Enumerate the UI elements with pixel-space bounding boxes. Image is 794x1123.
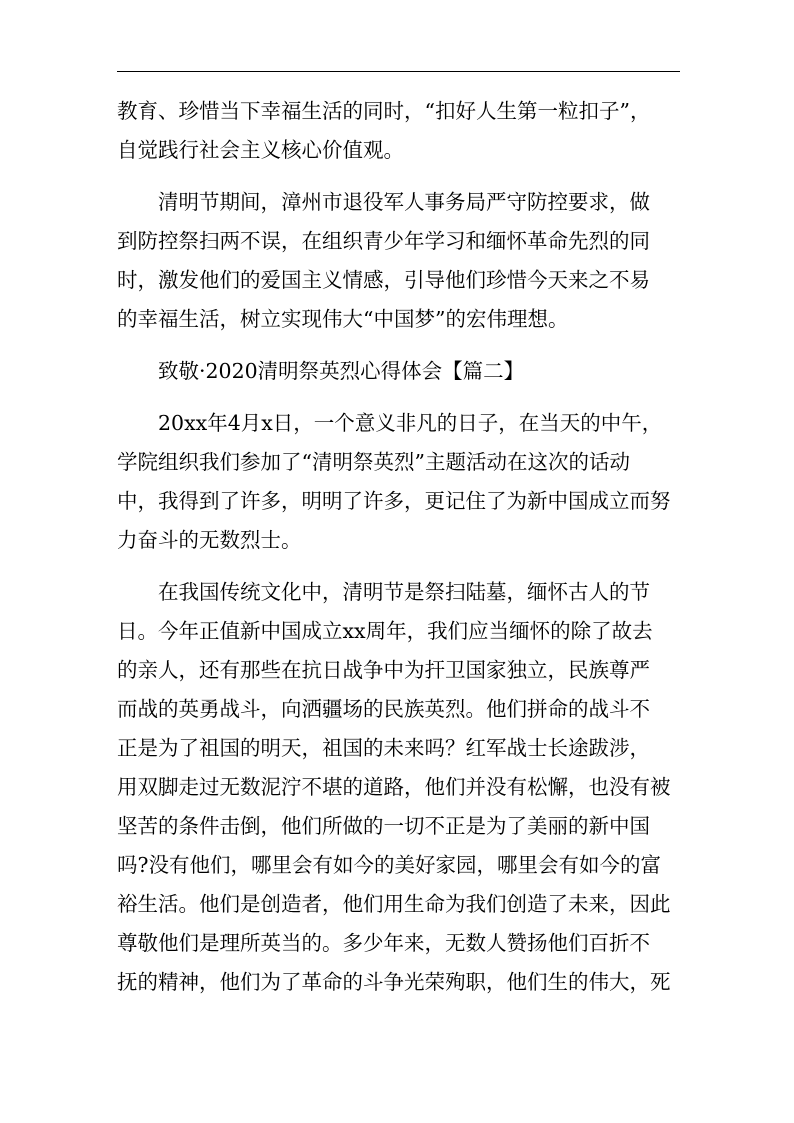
- text-line: 致敬·2020清明祭英烈心得体会【篇二】: [117, 359, 525, 383]
- text-line: 学院组织我们参加了“清明祭英烈”主题活动在这次的话动: [117, 450, 630, 474]
- header-rule: [117, 71, 680, 72]
- text-line: 清明节期间，漳州市退役军人事务局严守防控要求，做: [117, 190, 650, 214]
- paragraph: [117, 404, 680, 560]
- text-line: 到防控祭扫两不误，在组织青少年学习和缅怀革命先烈的同: [117, 229, 650, 253]
- paragraph: [117, 183, 680, 339]
- paragraph: [117, 92, 680, 170]
- text-line: 自觉践行社会主义核心价值观。: [117, 138, 404, 162]
- document-body: [117, 92, 680, 1002]
- paragraph: [117, 573, 680, 1002]
- text-line: 尊敬他们是理所英当的。多少年来，无数人赞扬他们百折不: [117, 931, 650, 955]
- text-line: 的亲人，还有那些在抗日战争中为扞卫国家独立，民族尊严: [117, 658, 650, 682]
- text-line: 用双脚走过无数泥泞不堪的道路，他们并没有松懈，也没有被: [117, 775, 671, 799]
- text-line: 抚的精神，他们为了革命的斗争光荣殉职，他们生的伟大，死: [117, 970, 671, 994]
- text-line: 教育、珍惜当下幸福生活的同时，“扣好人生第一粒扣子”，: [117, 99, 651, 123]
- text-line: 20xx年4月x日，一个意义非凡的日子，在当天的中午，: [117, 411, 663, 435]
- text-line: 正是为了祖国的明天，祖国的未来吗？红军战士长途跋涉，: [117, 736, 650, 760]
- text-line: 而战的英勇战斗，向洒疆场的民族英烈。他们拼命的战斗不: [117, 697, 650, 721]
- section-heading: [117, 352, 680, 391]
- text-line: 的幸福生活，树立实现伟大“中国梦”的宏伟理想。: [117, 307, 569, 331]
- text-line: 力奋斗的无数烈士。: [117, 528, 302, 552]
- text-line: 坚苦的条件击倒，他们所做的一切不正是为了美丽的新中国: [117, 814, 650, 838]
- text-line: 中，我得到了许多，明明了许多，更记住了为新中国成立而努: [117, 489, 671, 513]
- text-line: 在我国传统文化中，清明节是祭扫陆墓，缅怀古人的节: [117, 580, 650, 604]
- text-line: 时，激发他们的爱国主义情感，引导他们珍惜今天来之不易: [117, 268, 650, 292]
- text-line: 日。今年正值新中国成立xx周年，我们应当缅怀的除了故去: [117, 619, 653, 643]
- text-line: 吗?没有他们，哪里会有如今的美好家园，哪里会有如今的富: [117, 853, 661, 877]
- text-line: 裕生活。他们是创造者，他们用生命为我们创造了未来，因此: [117, 892, 671, 916]
